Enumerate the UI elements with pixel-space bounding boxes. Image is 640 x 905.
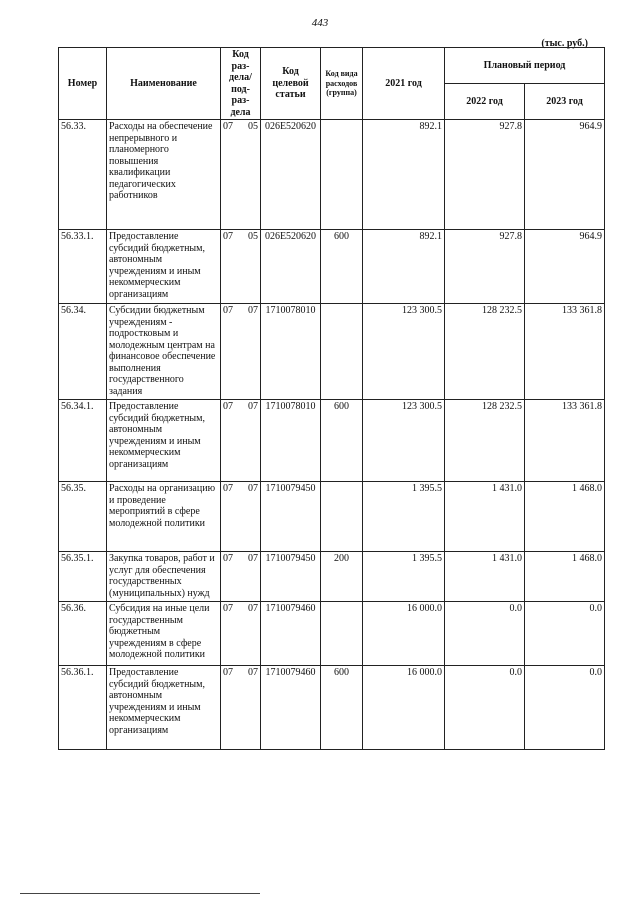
row-target-code: 1710079450	[261, 552, 321, 602]
row-subsection: 05	[248, 121, 258, 132]
row-name: Субсидии бюджетным учреждениям - подростковым и молодежным центрам на финансовое обеспечение выполнения государственного задания	[107, 304, 221, 400]
row-name: Предоставление субсидий бюджетным, автономным учреждениям и иным некоммерческим организациям	[107, 230, 221, 304]
row-section-code	[221, 120, 261, 230]
row-subsection: 07	[248, 553, 258, 564]
row-number: 56.34.1.	[59, 400, 107, 482]
header-section: Код раз-дела/ под-раз-дела	[221, 48, 261, 120]
row-expense-type	[321, 482, 363, 552]
page-number: 443	[311, 17, 329, 29]
table-row	[59, 304, 605, 400]
header-year-2023: 2023 год	[525, 84, 605, 120]
row-amount-2023: 0.0	[525, 602, 605, 666]
row-number: 56.36.	[59, 602, 107, 666]
row-name: Закупка товаров, работ и услуг для обеспечения государственных (муниципальных) нужд	[107, 552, 221, 602]
row-expense-type: 600	[321, 230, 363, 304]
row-expense-type: 600	[321, 666, 363, 750]
row-number: 56.33.1.	[59, 230, 107, 304]
table-row	[59, 552, 605, 602]
row-amount-2022: 128 232.5	[445, 304, 525, 400]
row-name: Расходы на обеспечение непрерывного и планомерного повышения квалификации педагогических работников	[107, 120, 221, 230]
row-name: Предоставление субсидий бюджетным, автономным учреждениям и иным некоммерческим организациям	[107, 400, 221, 482]
row-amount-2021: 123 300.5	[363, 400, 445, 482]
row-section: 07	[223, 483, 233, 494]
table-header	[59, 48, 605, 120]
row-name: Расходы на организацию и проведение мероприятий в сфере молодежной политики	[107, 482, 221, 552]
row-amount-2021: 1 395.5	[363, 482, 445, 552]
row-amount-2021: 892.1	[363, 230, 445, 304]
row-expense-type: 200	[321, 552, 363, 602]
row-amount-2021: 892.1	[363, 120, 445, 230]
row-section: 07	[223, 603, 233, 614]
row-target-code: 026E520620	[261, 120, 321, 230]
row-section: 07	[223, 121, 233, 132]
row-number: 56.34.	[59, 304, 107, 400]
row-number: 56.36.1.	[59, 666, 107, 750]
row-target-code: 1710078010	[261, 304, 321, 400]
header-name: Наименование	[107, 48, 221, 120]
row-amount-2022: 0.0	[445, 602, 525, 666]
table-row	[59, 120, 605, 230]
row-name: Предоставление субсидий бюджетным, автономным учреждениям и иным некоммерческим организациям	[107, 666, 221, 750]
header-expense-type: Код вида расходов (группа)	[321, 48, 363, 120]
table-row	[59, 666, 605, 750]
row-subsection: 07	[248, 603, 258, 614]
row-target-code: 1710079450	[261, 482, 321, 552]
table-body	[59, 120, 605, 750]
row-amount-2023: 0.0	[525, 666, 605, 750]
table-row	[59, 482, 605, 552]
row-section-code	[221, 230, 261, 304]
header-plan-period: Плановый период	[445, 48, 605, 84]
row-target-code: 1710079460	[261, 602, 321, 666]
row-section: 07	[223, 305, 233, 316]
row-section-code	[221, 400, 261, 482]
row-target-code: 1710079460	[261, 666, 321, 750]
table-row	[59, 602, 605, 666]
row-section-code	[221, 304, 261, 400]
row-section-code	[221, 602, 261, 666]
row-amount-2022: 927.8	[445, 230, 525, 304]
row-amount-2022: 128 232.5	[445, 400, 525, 482]
row-expense-type	[321, 120, 363, 230]
row-amount-2022: 1 431.0	[445, 552, 525, 602]
units-label: (тыс. руб.)	[541, 38, 588, 49]
row-amount-2023: 1 468.0	[525, 482, 605, 552]
table-row	[59, 230, 605, 304]
table-row	[59, 400, 605, 482]
row-subsection: 07	[248, 401, 258, 412]
footer-divider	[20, 893, 260, 894]
row-amount-2021: 123 300.5	[363, 304, 445, 400]
row-amount-2021: 1 395.5	[363, 552, 445, 602]
header-number: Номер	[59, 48, 107, 120]
row-section-code	[221, 666, 261, 750]
row-expense-type: 600	[321, 400, 363, 482]
row-section-code	[221, 482, 261, 552]
row-amount-2023: 964.9	[525, 230, 605, 304]
row-subsection: 07	[248, 305, 258, 316]
row-amount-2022: 927.8	[445, 120, 525, 230]
row-subsection: 07	[248, 483, 258, 494]
row-section: 07	[223, 401, 233, 412]
row-section: 07	[223, 231, 233, 242]
row-target-code: 1710078010	[261, 400, 321, 482]
row-amount-2021: 16 000.0	[363, 666, 445, 750]
row-target-code: 026E520620	[261, 230, 321, 304]
header-target: Код целевой статьи	[261, 48, 321, 120]
row-number: 56.35.	[59, 482, 107, 552]
row-section: 07	[223, 667, 233, 678]
header-year-2022: 2022 год	[445, 84, 525, 120]
row-amount-2022: 1 431.0	[445, 482, 525, 552]
row-amount-2023: 133 361.8	[525, 304, 605, 400]
row-amount-2023: 964.9	[525, 120, 605, 230]
row-amount-2023: 1 468.0	[525, 552, 605, 602]
row-amount-2021: 16 000.0	[363, 602, 445, 666]
row-number: 56.35.1.	[59, 552, 107, 602]
row-name: Субсидия на иные цели государственным бюджетным учреждениям в сфере молодежной политики	[107, 602, 221, 666]
budget-table	[58, 47, 605, 750]
row-number: 56.33.	[59, 120, 107, 230]
row-expense-type	[321, 602, 363, 666]
row-amount-2023: 133 361.8	[525, 400, 605, 482]
row-section: 07	[223, 553, 233, 564]
row-subsection: 05	[248, 231, 258, 242]
row-expense-type	[321, 304, 363, 400]
row-amount-2022: 0.0	[445, 666, 525, 750]
row-section-code	[221, 552, 261, 602]
row-subsection: 07	[248, 667, 258, 678]
header-year-2021: 2021 год	[363, 48, 445, 120]
